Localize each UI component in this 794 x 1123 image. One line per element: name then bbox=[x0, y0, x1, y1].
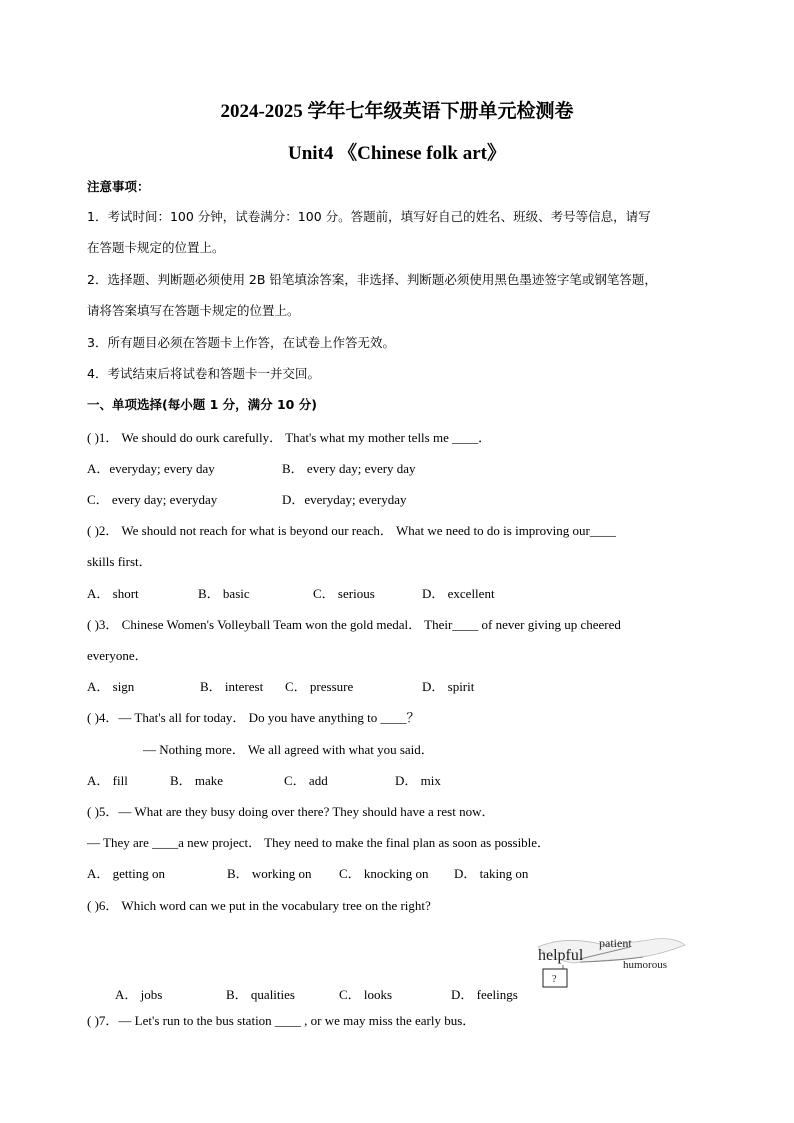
question-6-option-a: A． jobs bbox=[115, 987, 163, 1002]
question-1-stem: ( )1． We should do ourk carefully． That's what my mother tells me ____． bbox=[87, 430, 492, 445]
question-5-option-b: B． working on bbox=[227, 866, 312, 881]
question-6-option-d: D． feelings bbox=[451, 987, 518, 1002]
vocabulary-tree-drawing bbox=[535, 917, 690, 992]
question-5-option-c: C． knocking on bbox=[339, 866, 429, 881]
question-6-option-b: B． qualities bbox=[226, 987, 295, 1002]
question-1-option-c: C． every day; everyday bbox=[87, 492, 218, 507]
question-3-stem-continued: everyone． bbox=[87, 648, 148, 663]
question-2-stem-continued: skills first． bbox=[87, 554, 152, 569]
note-line-1: 1．考试时间：100 分钟，试卷满分：100 分。答题前，填写好自己的姓名、班级、考号等信息，请写 bbox=[87, 209, 651, 224]
question-4-option-a: A． fill bbox=[87, 773, 128, 788]
question-2-option-b: B． basic bbox=[198, 586, 250, 601]
note-line-2: 在答题卡规定的位置上。 bbox=[87, 240, 225, 255]
note-line-6: 4．考试结束后将试卷和答题卡一并交回。 bbox=[87, 366, 320, 381]
tree-word-humorous: humorous bbox=[623, 959, 667, 971]
question-7-stem: ( )7．— Let's run to the bus station ____ , or we may miss the early bus． bbox=[87, 1013, 476, 1028]
note-line-3: 2．选择题、判断题必须使用 2B 铅笔填涂答案，非选择、判断题必须使用黑色墨迹签字笔或钢笔答题， bbox=[87, 272, 657, 287]
question-5-stem: ( )5．— What are they busy doing over there? They should have a rest now． bbox=[87, 804, 495, 819]
question-1-option-b: B． every day; every day bbox=[282, 461, 416, 476]
question-3-option-c: C． pressure bbox=[285, 679, 354, 694]
page-title: 2024-2025 学年七年级英语下册单元检测卷 bbox=[220, 101, 574, 122]
section-heading: 一、单项选择(每小题 1 分，满分 10 分) bbox=[87, 397, 317, 412]
vocabulary-tree-image bbox=[535, 917, 690, 992]
question-4-option-d: D． mix bbox=[395, 773, 441, 788]
question-2-option-a: A． short bbox=[87, 586, 139, 601]
question-5-option-a: A． getting on bbox=[87, 866, 165, 881]
question-1-option-d: D．everyday; everyday bbox=[282, 492, 407, 507]
question-3-option-a: A． sign bbox=[87, 679, 135, 694]
question-2-option-d: D． excellent bbox=[422, 586, 495, 601]
page-subtitle: Unit4 《Chinese folk art》 bbox=[288, 143, 506, 164]
question-2-stem: ( )2． We should not reach for what is beyond our reach． What we need to do is improving our____ bbox=[87, 523, 616, 538]
question-4-stem: ( )4．— That's all for today． Do you have anything to ____？ bbox=[87, 710, 420, 725]
notes-heading: 注意事项： bbox=[87, 179, 150, 194]
question-3-option-d: D． spirit bbox=[422, 679, 475, 694]
question-4-stem-continued: — Nothing more． We all agreed with what you said． bbox=[143, 742, 434, 757]
question-5-stem-continued: — They are ____a new project． They need to make the final plan as soon as possible． bbox=[87, 835, 551, 850]
tree-word-patient: patient bbox=[599, 936, 632, 950]
tree-box-label: ? bbox=[552, 974, 557, 985]
question-6-option-c: C． looks bbox=[339, 987, 393, 1002]
question-6-stem: ( )6． Which word can we put in the vocabulary tree on the right? bbox=[87, 898, 431, 913]
note-line-5: 3．所有题目必须在答题卡上作答，在试卷上作答无效。 bbox=[87, 335, 395, 350]
question-4-option-c: C． add bbox=[284, 773, 328, 788]
question-2-option-c: C． serious bbox=[313, 586, 375, 601]
question-4-option-b: B． make bbox=[170, 773, 224, 788]
question-3-stem: ( )3． Chinese Women's Volleyball Team won the gold medal． Their____ of never giving up cheered bbox=[87, 617, 621, 632]
question-5-option-d: D． taking on bbox=[454, 866, 529, 881]
note-line-4: 请将答案填写在答题卡规定的位置上。 bbox=[87, 303, 300, 318]
tree-word-helpful: helpful bbox=[538, 947, 584, 964]
question-3-option-b: B． interest bbox=[200, 679, 264, 694]
question-1-option-a: A．everyday; every day bbox=[87, 461, 215, 476]
